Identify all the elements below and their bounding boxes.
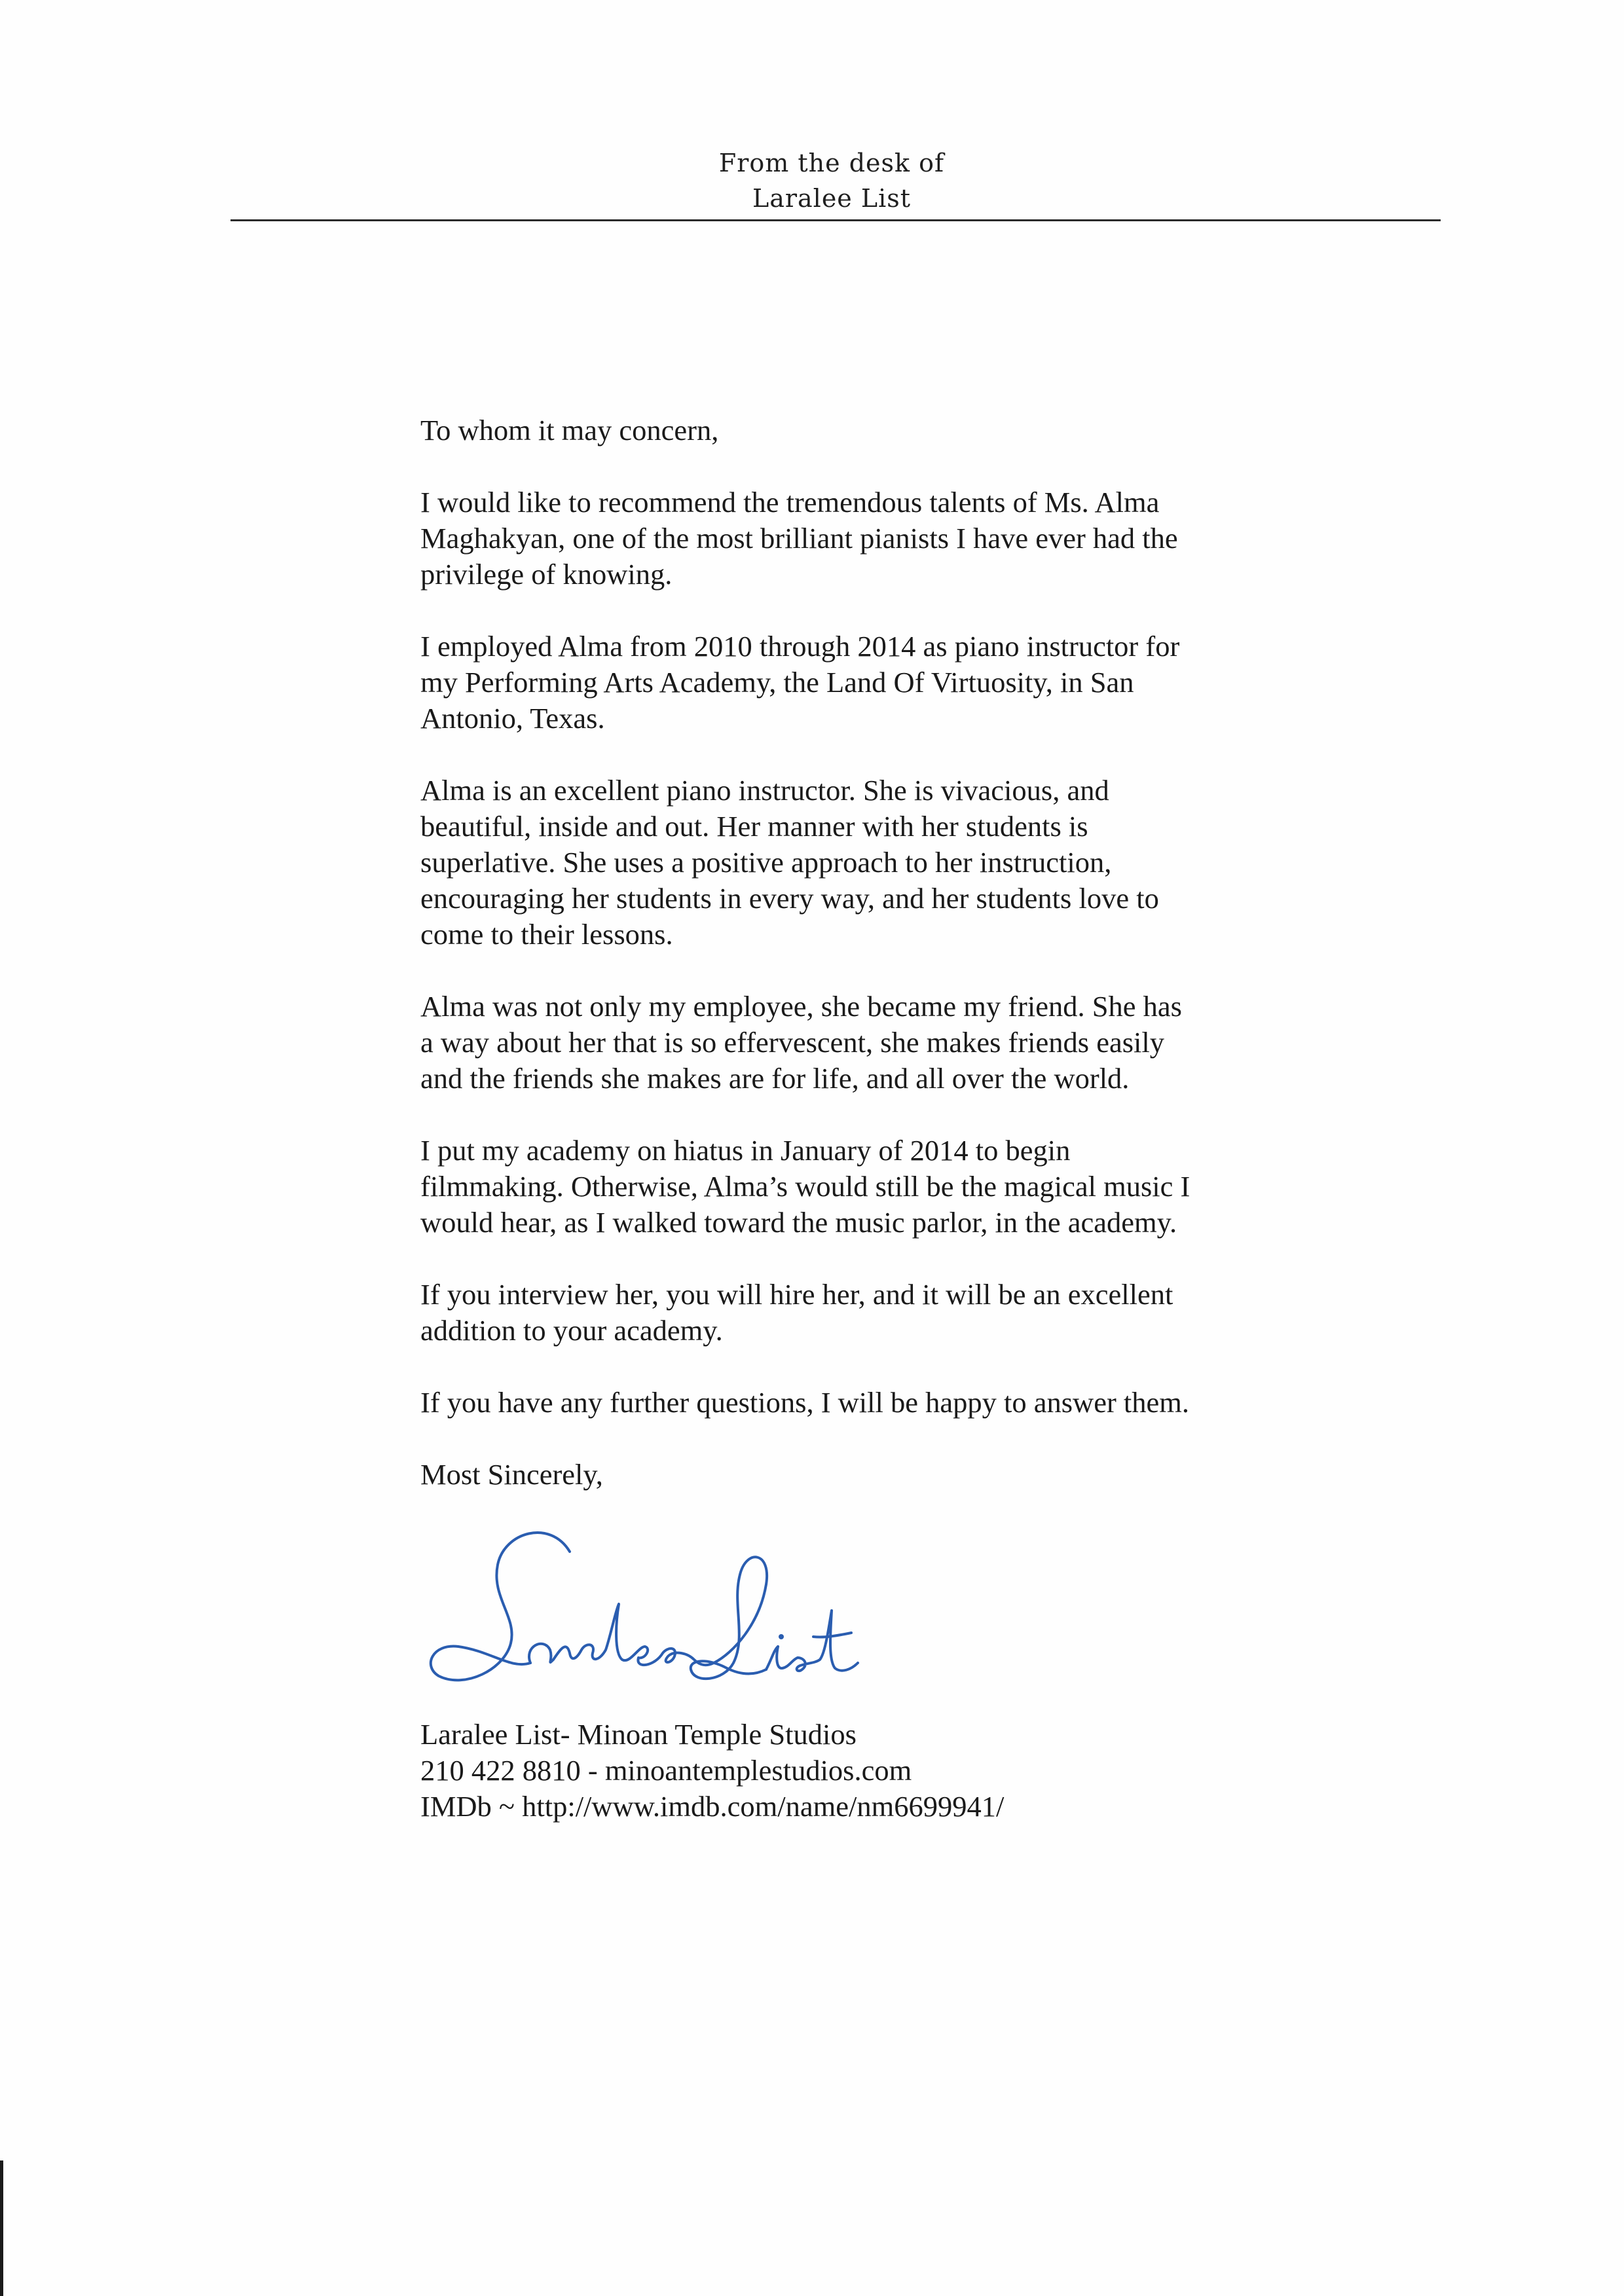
paragraph-line: addition to your academy.: [420, 1314, 723, 1347]
closing-text: Most Sincerely,: [420, 1458, 603, 1491]
paragraph-recommendation: [420, 484, 1442, 592]
salutation-text: To whom it may concern,: [420, 414, 719, 446]
paragraph-line: filmmaking. Otherwise, Alma’s would still be the magical music I: [420, 1170, 1190, 1203]
paragraph-line: privilege of knowing.: [420, 558, 673, 591]
letterhead: [589, 145, 1074, 216]
scan-edge-mark: [0, 2160, 3, 2296]
paragraph-friend: [420, 989, 1442, 1097]
contact-phone-website: 210 422 8810 - minoantemplestudios.com: [420, 1754, 912, 1787]
paragraph-hiatus: [420, 1133, 1442, 1241]
paragraph-line: Maghakyan, one of the most brilliant pianists I have ever had the: [420, 522, 1178, 555]
paragraph-line: my Performing Arts Academy, the Land Of Virtuosity, in San: [420, 666, 1134, 699]
letter-body: [420, 412, 1442, 1493]
closing: [420, 1457, 1442, 1493]
paragraph-line: If you interview her, you will hire her, and it will be an excellent: [420, 1278, 1173, 1311]
contact-imdb: IMDb ~ http://www.imdb.com/name/nm6699941/: [420, 1790, 1005, 1823]
paragraph-instructor: [420, 773, 1442, 953]
contact-block: [420, 1717, 1442, 1825]
paragraph-line: I would like to recommend the tremendous talents of Ms. Alma: [420, 486, 1160, 519]
paragraph-line: Antonio, Texas.: [420, 702, 605, 735]
paragraph-line: If you have any further questions, I will be happy to answer them.: [420, 1386, 1189, 1419]
paragraph-interview: [420, 1277, 1442, 1349]
handwritten-signature: [419, 1512, 877, 1709]
salutation: [420, 412, 1442, 448]
paragraph-line: beautiful, inside and out. Her manner with her students is: [420, 810, 1088, 843]
paragraph-employment: [420, 629, 1442, 737]
contact-name: Laralee List- Minoan Temple Studios: [420, 1718, 857, 1751]
paragraph-line: superlative. She uses a positive approach to her instruction,: [420, 846, 1112, 879]
letterhead-divider: [231, 219, 1441, 221]
paragraph-line: and the friends she makes are for life, and all over the world.: [420, 1062, 1130, 1095]
paragraph-line: a way about her that is so effervescent, she makes friends easily: [420, 1026, 1165, 1059]
paragraph-line: come to their lessons.: [420, 918, 673, 951]
paragraph-line: Alma is an excellent piano instructor. She is vivacious, and: [420, 774, 1109, 807]
paragraph-line: encouraging her students in every way, and her students love to: [420, 882, 1159, 915]
paragraph-line: I employed Alma from 2010 through 2014 as piano instructor for: [420, 630, 1180, 663]
paragraph-line: would hear, as I walked toward the music parlor, in the academy.: [420, 1206, 1177, 1239]
paragraph-line: I put my academy on hiatus in January of 2014 to begin: [420, 1134, 1071, 1167]
paragraph-questions: [420, 1385, 1442, 1421]
letterhead-line-1: From the desk of: [718, 149, 945, 177]
letterhead-name: Laralee List: [752, 184, 912, 213]
paragraph-line: Alma was not only my employee, she became my friend. She has: [420, 990, 1182, 1023]
